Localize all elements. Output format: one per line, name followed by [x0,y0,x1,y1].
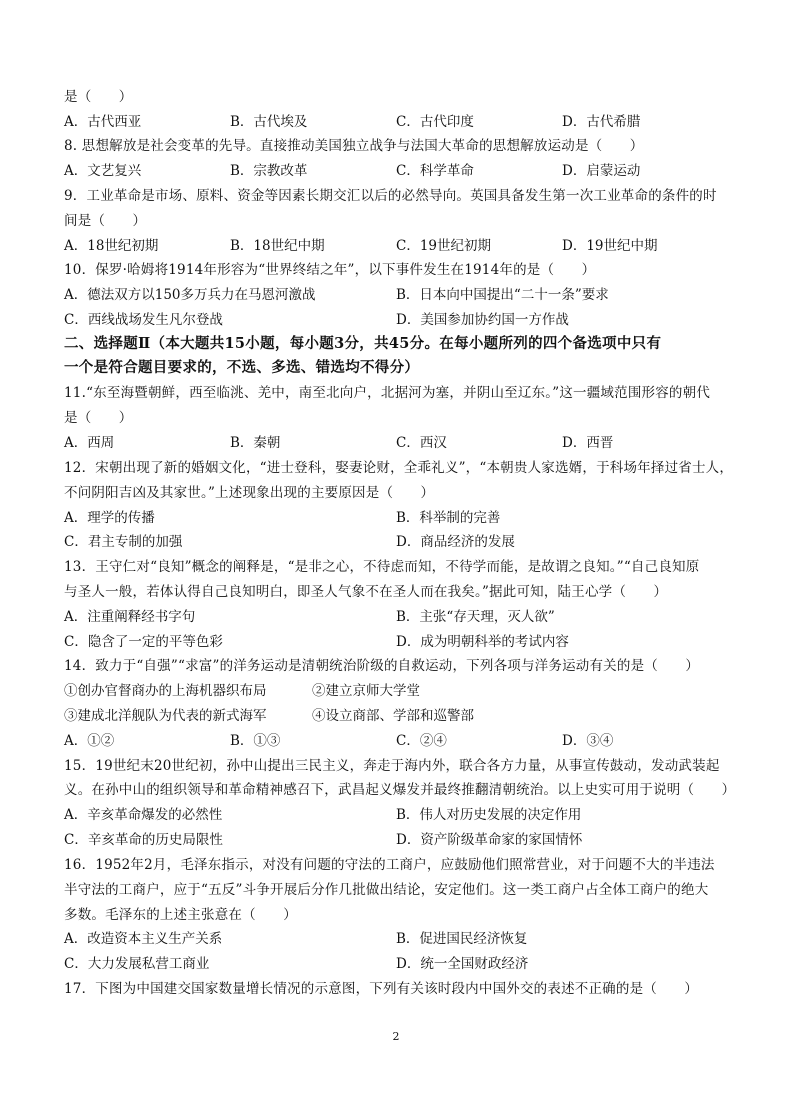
q12-option-a: A．理学的传播 [64,510,155,526]
section-2-heading-line1: 二、选择题Ⅱ（本大题共15小题，每小题3分，共45分。在每小题所列的四个备选项中只有 [64,335,662,352]
q12-stem-line2: 不问阴阳吉凶及其家世。”上述现象出现的主要原因是（ ） [64,485,435,501]
q12-stem-line1: 12．宋朝出现了新的婚姻文化，“进士登科，娶妻论财，全乖礼义”，“本朝贵人家选婿，于科场年择过省士人， [64,460,734,476]
q14-option-c: C．②④ [396,733,447,749]
q9-option-c: C．19世纪初期 [396,238,492,254]
q14-item-2: ②建立京师大学堂 [312,683,420,699]
q11-stem-line2: 是（ ） [64,410,133,426]
q9-stem-line2: 间是（ ） [64,213,147,229]
q10-option-d: D．美国参加协约国一方作战 [396,312,569,328]
q14-stem: 14．致力于“自强”“求富”的洋务运动是清朝统治阶级的自救运动，下列各项与洋务运动有关的是（ ） [64,658,700,674]
q13-option-d: D．成为明朝科举的考试内容 [396,634,569,650]
q12-option-b: B．科举制的完善 [396,510,501,526]
q9-stem-line1: 9．工业革命是市场、原料、资金等因素长期交汇以后的必然导向。英国具备发生第一次工业革命的条件的时 [64,188,717,204]
q14-option-d: D．③④ [562,733,614,749]
q15-option-b: B．伟人对历史发展的决定作用 [396,807,582,823]
q11-option-b: B．秦朝 [230,435,281,451]
q15-option-c: C．辛亥革命的历史局限性 [64,832,223,848]
q7-option-d: D．古代希腊 [562,114,641,130]
q16-option-d: D．统一全国财政经济 [396,956,529,972]
q16-option-a: A．改造资本主义生产关系 [64,931,223,947]
q13-option-c: C．隐含了一定的平等色彩 [64,634,223,650]
q10-option-b: B．日本向中国提出“二十一条”要求 [396,287,609,303]
q16-stem-line2: 半守法的工商户，应于“五反”斗争开展后分作几批做出结论，安定他们。这一类工商户占全体工商户的绝大 [64,882,709,898]
q11-option-a: A．西周 [64,435,115,451]
q10-option-a: A．德法双方以150多万兵力在马恩河激战 [64,287,316,303]
q7-option-b: B．古代埃及 [230,114,308,130]
q16-option-b: B．促进国民经济恢复 [396,931,528,947]
q9-option-a: A．18世纪初期 [64,238,159,254]
q16-stem-line3: 多数。毛泽东的上述主张意在（ ） [64,907,297,923]
q15-stem-line2: 义。在孙中山的组织领导和革命精神感召下，武昌起义爆发并最终推翻清朝统治。以上史实可用于说明（ ） [64,782,736,798]
q13-stem-line2: 与圣人一般，若体认得自己良知明白，即圣人气象不在圣人而在我矣。”据此可知，陆王心学（ ） [64,584,668,600]
q11-stem-line1: 11.“东至海暨朝鲜，西至临洮、羌中，南至北向户，北据河为塞，并阴山至辽东。”这一疆域范围形容的朝代 [64,385,711,401]
q10-option-c: C．西线战场发生凡尔登战 [64,312,223,328]
q16-stem-line1: 16．1952年2月，毛泽东指示，对没有问题的守法的工商户，应鼓励他们照常营业，对于问题不大的半违法 [64,857,715,873]
q16-option-c: C．大力发展私营工商业 [64,956,210,972]
q8-option-a: A．文艺复兴 [64,163,142,179]
q7-option-c: C．古代印度 [396,114,474,130]
q7-option-a: A．古代西亚 [64,114,142,130]
q12-option-d: D．商品经济的发展 [396,534,515,550]
q11-option-d: D．西晋 [562,435,614,451]
q8-stem: 8. 思想解放是社会变革的先导。直接推动美国独立战争与法国大革命的思想解放运动是（ ） [64,138,644,154]
page-number: 2 [392,1030,400,1043]
section-2-heading-line2: 一个是符合题目要求的，不选、多选、错选均不得分） [64,359,420,376]
q8-option-d: D．启蒙运动 [562,163,641,179]
q14-item-3: ③建成北洋舰队为代表的新式海军 [64,708,267,724]
q17-stem: 17．下图为中国建交国家数量增长情况的示意图，下列有关该时段内中国外交的表述不正确的是（ ） [64,981,699,997]
q14-option-a: A．①② [64,733,115,749]
q8-option-b: B．宗教改革 [230,163,308,179]
q13-option-a: A．注重阐释经书字句 [64,609,196,625]
q14-option-b: B．①③ [230,733,281,749]
q13-stem-line1: 13．王守仁对“良知”概念的阐释是，“是非之心，不待虑而知，不待学而能，是故谓之良知。”“自己良知原 [64,559,700,575]
q7-stem-tail: 是（ ） [64,89,133,105]
q11-option-c: C．西汉 [396,435,447,451]
q10-stem: 10．保罗·哈姆将1914年形容为“世界终结之年”，以下事件发生在1914年的是（ ） [64,262,596,278]
q12-option-c: C．君主专制的加强 [64,534,183,550]
q15-option-a: A．辛亥革命爆发的必然性 [64,807,223,823]
q13-option-b: B．主张“存天理，灭人欲” [396,609,555,625]
q9-option-b: B．18世纪中期 [230,238,325,254]
q14-item-1: ①创办官督商办的上海机器织布局 [64,683,267,699]
q9-option-d: D．19世纪中期 [562,238,658,254]
q15-stem-line1: 15．19世纪末20世纪初，孙中山提出三民主义，奔走于海内外，联合各方力量，从事宣传鼓动，发动武装起 [64,758,720,774]
q15-option-d: D．资产阶级革命家的家国情怀 [396,832,583,848]
q14-item-4: ④设立商部、学部和巡警部 [312,708,474,724]
q8-option-c: C．科学革命 [396,163,474,179]
